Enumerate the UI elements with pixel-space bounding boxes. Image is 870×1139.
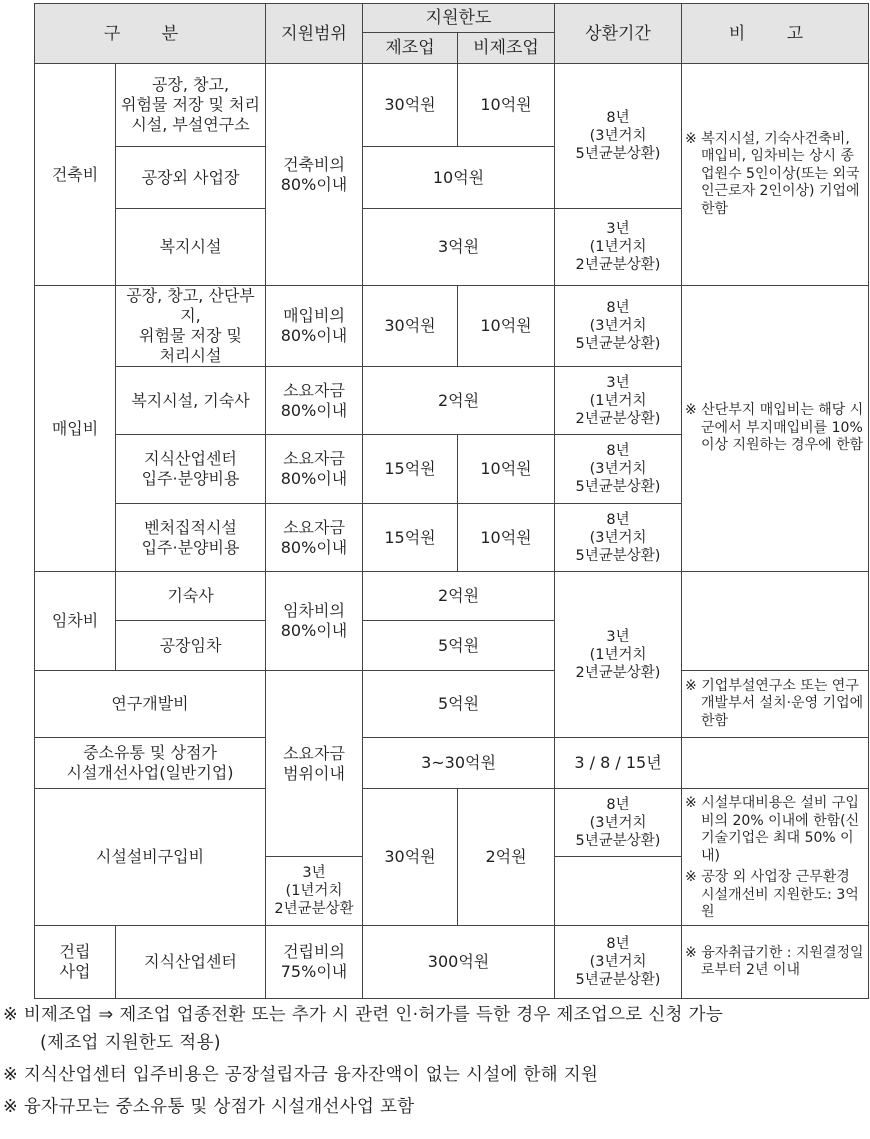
group-purchase: 매입비 xyxy=(35,286,116,572)
support-table xyxy=(34,3,869,999)
group-rent: 임차비 xyxy=(35,572,116,671)
purchase-item-welfare: 복지시설, 기숙사 xyxy=(116,367,266,435)
rent-scope: 임차비의 80%이내 xyxy=(266,572,363,671)
building-item-factory: 공장, 창고, 위험물 저장 및 처리 시설, 부설연구소 xyxy=(116,64,266,147)
rent-item-factory: 공장임차 xyxy=(116,621,266,671)
purchase-venture-repayment: 8년 (3년거치 5년균분상환) xyxy=(555,504,682,572)
footnote-1 xyxy=(0,1001,870,1057)
purchase-welfare-repayment: 3년 (1년거치 2년균분상환) xyxy=(555,367,682,435)
rnd-note: ※ 기업부설연구소 또는 연구개발부서 설치·운영 기업에 한함 xyxy=(682,671,869,738)
purchase-item-knowledge-center: 지식산업센터 입주·분양비용 xyxy=(116,435,266,504)
purchase-factory-repayment: 8년 (3년거치 5년균분상환) xyxy=(555,286,682,367)
equipment-note-1: ※ 시설부대비용은 설비 구입비의 20% 이내에 한함(신기술기업은 최대 50% 이내) xyxy=(685,795,860,864)
purchase-knowledge-center-mfg-limit: 15억원 xyxy=(363,435,458,504)
purchase-factory-non-limit: 10억원 xyxy=(458,286,555,367)
building-welfare-limit: 3억원 xyxy=(363,209,555,286)
purchase-venture-non-limit: 10억원 xyxy=(458,504,555,572)
equipment-repayment-short: 3년 (1년거치 2년균분상환 xyxy=(266,857,363,926)
purchase-scope-factory: 매입비의 80%이내 xyxy=(266,286,363,367)
equipment-note-2: ※ 공장 외 사업장 근무환경 시설개선비 지원한도: 3억원 xyxy=(685,869,859,920)
retail-item: 중소유통 및 상점가 시설개선사업(일반기업) xyxy=(35,738,266,789)
building-note: ※ 복지시설, 기숙사건축비, 매입비, 임차비는 상시 종업원수 5인이상(또는 외국인근로자 2인이상) 기업에 한함 xyxy=(682,64,869,286)
construction-limit: 300억원 xyxy=(363,926,555,999)
construction-repayment: 8년 (3년거치 5년균분상환) xyxy=(555,926,682,999)
building-repayment-short: 3년 (1년거치 2년균분상환) xyxy=(555,209,682,286)
construction-scope: 건립비의 75%이내 xyxy=(266,926,363,999)
purchase-knowledge-center-repayment: 8년 (3년거치 5년균분상환) xyxy=(555,435,682,504)
footnote-1-text: ※ 비제조업 ⇒ 제조업 업종전환 또는 추가 시 관련 인·허가를 득한 경우 제조업으로 신청 가능 xyxy=(3,1005,724,1025)
rnd-item: 연구개발비 xyxy=(35,671,266,738)
header-category: 구 분 xyxy=(35,4,266,64)
purchase-venture-mfg-limit: 15억원 xyxy=(363,504,458,572)
header-manufacturing: 제조업 xyxy=(363,33,458,64)
building-scope: 건축비의 80%이내 xyxy=(266,64,363,286)
equipment-note xyxy=(682,789,869,926)
header-remarks: 비 고 xyxy=(682,4,869,64)
building-factory-mfg-limit: 30억원 xyxy=(363,64,458,147)
purchase-note: ※ 산단부지 매입비는 해당 시군에서 부지매입비를 10% 이상 지원하는 경우에 한함 xyxy=(682,286,869,572)
purchase-welfare-limit: 2억원 xyxy=(363,367,555,435)
retail-repayment: 3 / 8 / 15년 xyxy=(555,738,682,789)
header-non-manufacturing: 비제조업 xyxy=(458,33,555,64)
purchase-scope-knowledge-center: 소요자금 80%이내 xyxy=(266,435,363,504)
building-repayment-long: 8년 (3년거치 5년균분상환) xyxy=(555,64,682,209)
construction-note: ※ 융자취급기한 : 지원결정일로부터 2년 이내 xyxy=(682,926,869,999)
purchase-item-factory: 공장, 창고, 산단부지, 위험물 저장 및 처리시설 xyxy=(116,286,266,367)
shared-scope: 소요자금 범위이내 xyxy=(266,671,363,857)
purchase-scope-welfare: 소요자금 80%이내 xyxy=(266,367,363,435)
group-building: 건축비 xyxy=(35,64,116,286)
rent-repayment: 3년 (1년거치 2년균분상환) xyxy=(555,572,682,738)
retail-limit: 3~30억원 xyxy=(363,738,555,789)
building-other-site-limit: 10억원 xyxy=(363,147,555,209)
building-item-welfare: 복지시설 xyxy=(116,209,266,286)
footnote-3: ※ 융자규모는 중소유통 및 상점가 시설개선사업 포함 xyxy=(3,1097,415,1117)
footnote-1-continued: (제조업 지원한도 적용) xyxy=(40,1033,221,1053)
equipment-repayment-long: 8년 (3년거치 5년균분상환) xyxy=(555,789,682,857)
rent-dormitory-limit: 2억원 xyxy=(363,572,555,621)
group-construction: 건립 사업 xyxy=(35,926,116,999)
purchase-factory-mfg-limit: 30억원 xyxy=(363,286,458,367)
retail-note-empty xyxy=(682,738,869,789)
rnd-limit: 5억원 xyxy=(363,671,555,738)
header-limit: 지원한도 xyxy=(363,4,555,33)
building-factory-non-limit: 10억원 xyxy=(458,64,555,147)
construction-item: 지식산업센터 xyxy=(116,926,266,999)
rent-item-dormitory: 기숙사 xyxy=(116,572,266,621)
header-repayment: 상환기간 xyxy=(555,4,682,64)
rent-note-empty xyxy=(682,572,869,671)
footnote-2: ※ 지식산업센터 입주비용은 공장설립자금 융자잔액이 없는 시설에 한해 지원 xyxy=(3,1065,599,1085)
purchase-knowledge-center-non-limit: 10억원 xyxy=(458,435,555,504)
purchase-scope-venture: 소요자금 80%이내 xyxy=(266,504,363,572)
rent-factory-limit: 5억원 xyxy=(363,621,555,671)
building-item-other-site: 공장외 사업장 xyxy=(116,147,266,209)
equipment-mfg-limit: 30억원 xyxy=(363,789,458,926)
footnotes xyxy=(0,1001,870,1125)
equipment-item: 시설설비구입비 xyxy=(35,789,266,926)
header-scope: 지원범위 xyxy=(266,4,363,64)
purchase-item-venture: 벤처집적시설 입주·분양비용 xyxy=(116,504,266,572)
equipment-non-limit: 2억원 xyxy=(458,789,555,926)
